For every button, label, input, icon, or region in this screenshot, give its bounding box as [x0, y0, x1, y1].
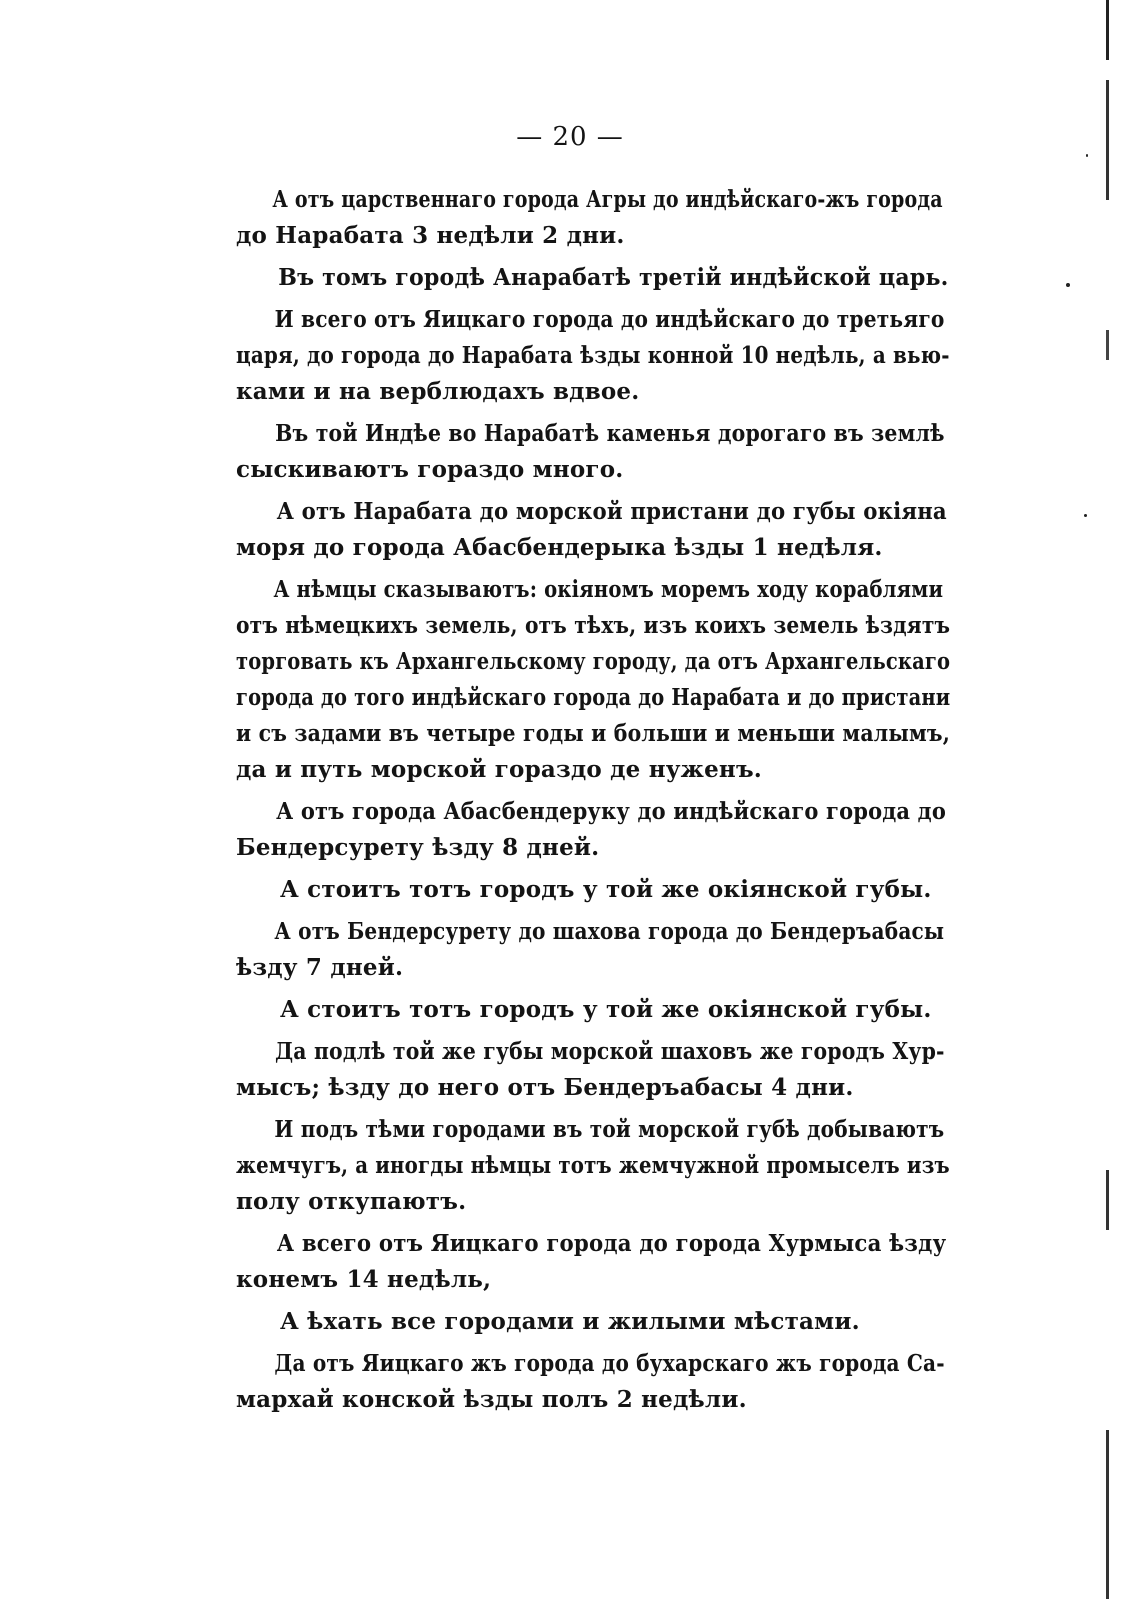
text-line: отъ нѣмецкихъ земель, отъ тѣхъ, изъ коихъ земель ѣздятъ	[236, 612, 951, 639]
text-line: Да отъ Яицкаго жъ города до бухарскаго жъ города Са-	[274, 1350, 945, 1377]
text-line: А ѣхать все городами и жилыми мѣстами.	[280, 1308, 860, 1335]
paragraph	[236, 794, 950, 866]
text-line: города до того индѣйскаго города до Нарабата и до пристани	[236, 684, 951, 711]
text-line: до Нарабата 3 недѣли 2 дни.	[236, 222, 625, 249]
paragraph	[236, 872, 950, 908]
paragraph	[236, 1226, 950, 1298]
body-text	[236, 182, 950, 1424]
paragraph	[236, 494, 950, 566]
paragraph	[236, 302, 950, 410]
text-line: мысъ; ѣзду до него отъ Бендеръабасы 4 дни.	[236, 1074, 854, 1101]
scan-speck	[1084, 514, 1087, 517]
text-line: А всего отъ Яицкаго города до города Хурмыса ѣзду	[276, 1230, 947, 1257]
paragraph	[236, 992, 950, 1028]
page-number: — 20 —	[516, 122, 624, 152]
text-line: А отъ Нарабата до морской пристани до губы окіяна	[276, 498, 947, 525]
text-line: конемъ 14 недѣль,	[236, 1266, 492, 1293]
text-line: моря до города Абасбендерыка ѣзды 1 недѣля.	[236, 534, 883, 561]
paragraph	[236, 182, 950, 254]
text-line: и съ задами въ четыре годы и больши и меньши малымъ,	[236, 720, 951, 747]
text-line: да и путь морской гораздо де нуженъ.	[236, 756, 763, 783]
text-line: А стоитъ тотъ городъ у той же окіянской губы.	[280, 996, 932, 1023]
text-line: Въ той Индѣе во Нарабатѣ каменья дорогаго въ землѣ	[275, 420, 945, 447]
text-line: Въ томъ городѣ Анарабатѣ третій индѣйской царь.	[278, 264, 949, 291]
text-line: А нѣмцы сказываютъ: окіяномъ моремъ ходу кораблями	[273, 576, 944, 603]
text-line: А отъ Бендерсурету до шахова города до Бендеръабасы	[274, 918, 945, 945]
text-line: жемчугъ, а иногды нѣмцы тотъ жемчужной промыселъ изъ	[236, 1152, 950, 1179]
text-line: торговать къ Архангельскому городу, да отъ Архангельскаго	[236, 648, 951, 675]
binding-edge	[1106, 0, 1109, 1599]
text-line: царя, до города до Нарабата ѣзды конной 10 недѣль, а вью-	[236, 342, 950, 369]
paragraph	[236, 572, 950, 788]
paragraph	[236, 914, 950, 986]
text-line: ками и на верблюдахъ вдвое.	[236, 378, 640, 405]
text-line: А стоитъ тотъ городъ у той же окіянской губы.	[280, 876, 932, 903]
text-line: И всего отъ Яицкаго города до индѣйскаго до третьяго	[274, 306, 945, 333]
text-line: сыскиваютъ гораздо много.	[236, 456, 624, 483]
text-line: И подъ тѣми городами въ той морской губѣ добываютъ	[274, 1116, 945, 1143]
text-line: ѣзду 7 дней.	[236, 954, 404, 981]
text-line: Бендерсурету ѣзду 8 дней.	[236, 834, 600, 861]
paragraph	[236, 1112, 950, 1220]
text-line: Да подлѣ той же губы морской шаховъ же городъ Хур-	[274, 1038, 945, 1065]
text-line: А отъ царственнаго города Агры до индѣйскаго-жъ города	[272, 186, 943, 213]
paragraph	[236, 1034, 950, 1106]
text-line: мархай конской ѣзды полъ 2 недѣли.	[236, 1386, 747, 1413]
text-line: А отъ города Абасбендеруку до индѣйскаго города до	[276, 798, 946, 825]
text-line: полу откупаютъ.	[236, 1188, 467, 1215]
paragraph	[236, 260, 950, 296]
scan-speck	[1066, 283, 1070, 287]
paragraph	[236, 416, 950, 488]
paragraph	[236, 1346, 950, 1418]
scan-speck	[1086, 154, 1088, 157]
paragraph	[236, 1304, 950, 1340]
